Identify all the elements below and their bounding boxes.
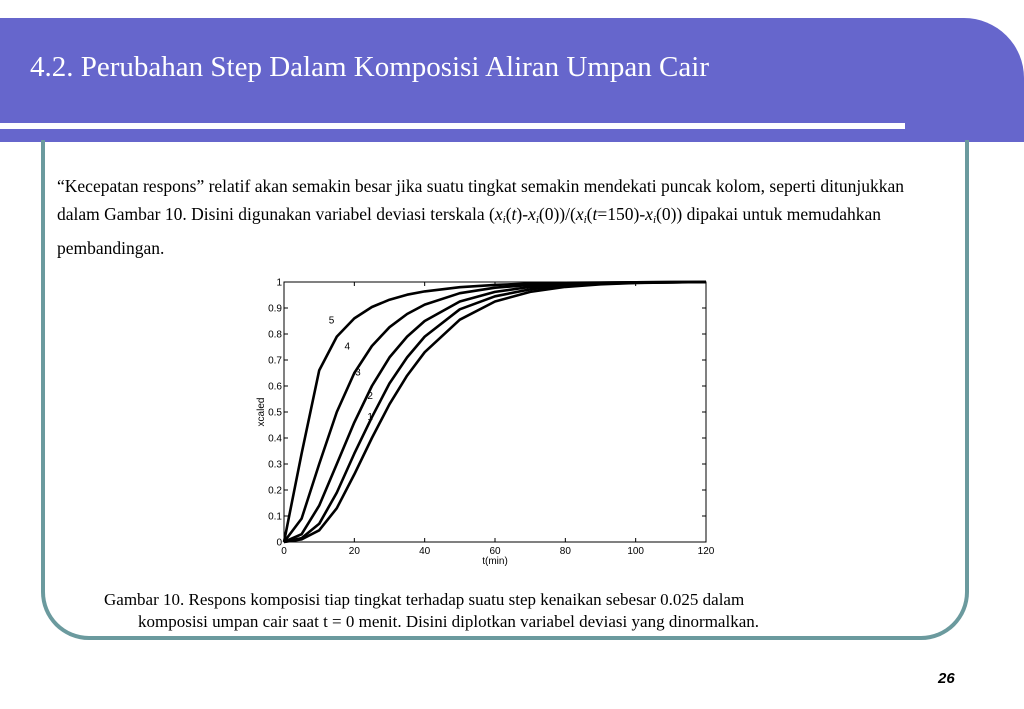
- x-tick-label: 60: [489, 546, 501, 557]
- y-tick-label: 0.5: [268, 407, 282, 419]
- sub-i-2: i: [535, 214, 539, 226]
- page-number: 26: [938, 670, 955, 687]
- y-tick-label: 0.7: [268, 355, 282, 367]
- x-tick-label: 100: [627, 546, 645, 557]
- series-line-2: [284, 282, 706, 542]
- curve-label-5: 5: [328, 315, 335, 327]
- y-tick-label: 0.8: [268, 329, 282, 341]
- y-tick-label: 0.3: [268, 459, 282, 471]
- y-tick-label: 0.4: [268, 433, 282, 445]
- x-tick-label: 0: [281, 546, 287, 557]
- var-x-3: x: [575, 204, 584, 224]
- caption-line-2: komposisi umpan cair saat t = 0 menit. Disini diplotkan variabel deviasi yang dinormalkan.: [138, 612, 759, 631]
- y-tick-label: 0.9: [268, 303, 282, 315]
- curve-label-1: 1: [367, 411, 373, 423]
- response-chart: [250, 272, 730, 572]
- para-text-2: (: [505, 204, 512, 224]
- sub-i-4: i: [652, 214, 656, 226]
- var-x-2: x: [528, 204, 536, 224]
- y-tick-label: 0.6: [268, 381, 282, 393]
- curve-label-4: 4: [344, 341, 351, 353]
- para-text-6: =150)-: [597, 204, 646, 224]
- para-text-3: )-: [516, 204, 529, 224]
- series-line-1: [284, 282, 706, 542]
- para-text-7: (0)) dipakai untuk memudahkan pembandingan.: [57, 204, 882, 258]
- x-axis-label: t(min): [482, 556, 508, 567]
- title-underline: [0, 123, 905, 129]
- curve-label-2: 2: [367, 391, 373, 402]
- var-t-2: t: [592, 204, 598, 224]
- x-tick-label: 120: [697, 546, 715, 557]
- series-line-5: [284, 282, 706, 542]
- series-line-3: [284, 282, 706, 542]
- series-line-4: [284, 282, 706, 542]
- y-tick-label: 0.1: [268, 511, 282, 523]
- x-tick-label: 80: [559, 546, 571, 557]
- curve-label-3: 3: [355, 367, 361, 379]
- para-text-4: (0))/(: [538, 204, 576, 224]
- para-text-1: “Kecepatan respons” relatif akan semakin besar jika suatu tingkat semakin mendekati puncak kolom, seperti ditunjukkan dalam Gambar 10. Disini digunakan variabel deviasi terskala (: [57, 176, 905, 224]
- var-t-1: t: [511, 204, 517, 224]
- sub-i-3: i: [583, 214, 587, 226]
- caption-line-1: Gambar 10. Respons komposisi tiap tingkat terhadap suatu step kenaikan sebesar 0.025 dalam: [104, 590, 745, 609]
- y-axis-label: xcaled: [256, 397, 267, 427]
- x-tick-label: 20: [348, 546, 360, 557]
- para-text-5: (: [586, 204, 593, 224]
- sub-i-1: i: [502, 214, 506, 226]
- body-paragraph: [57, 172, 917, 262]
- x-tick-label: 40: [419, 546, 431, 557]
- figure-caption: [104, 589, 934, 633]
- y-tick-label: 0: [276, 537, 282, 549]
- var-x-4: x: [645, 204, 653, 224]
- var-x-1: x: [494, 204, 503, 224]
- y-tick-label: 1: [276, 277, 282, 289]
- slide-title: 4.2. Perubahan Step Dalam Komposisi Aliran Umpan Cair: [30, 51, 709, 83]
- y-tick-label: 0.2: [268, 485, 282, 497]
- plot-area: [284, 282, 706, 542]
